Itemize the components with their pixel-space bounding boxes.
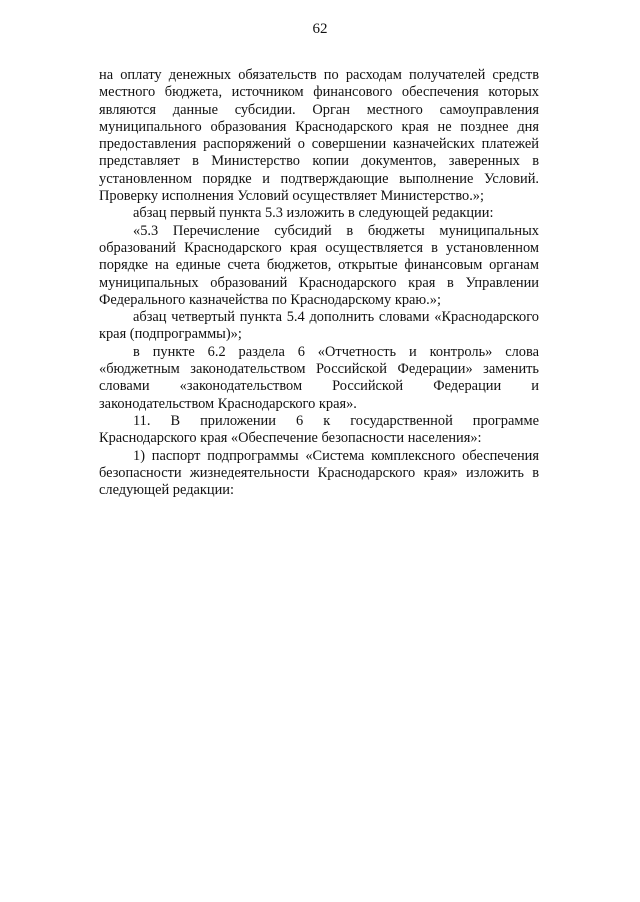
paragraph-clause-5-4: абзац четвертый пункта 5.4 дополнить словами «Краснодарского края (подпрограммы)»; (99, 309, 539, 343)
paragraph-clause-5-3-intro: абзац первый пункта 5.3 изложить в следующей редакции: (133, 205, 494, 222)
page-number: 62 (312, 21, 328, 37)
paragraph-item-11: 11. В приложении 6 к государственной программе Краснодарского края «Обеспечение безопасности населения»: (99, 412, 539, 447)
paragraph-continuation: на оплату денежных обязательств по расходам получателей средств местного бюджета, источником финансового обеспечения которых являются данные субсидии. Орган местного самоуправления муниципального образования Краснодарского края не позднее дня предоставления распоряжений о совершении казначейских платежей представляет в Министерство копии документов, заверенных в установленном порядке и подтверждающие выполнение Условий. Проверку исполнения Условий осуществляет Министерство.»; (99, 67, 539, 205)
document-body (99, 67, 539, 499)
paragraph-item-1: 1) паспорт подпрограммы «Система комплексного обеспечения безопасности жизнедеятельности Краснодарского края» изложить в следующей редакции: (99, 447, 539, 499)
paragraph-clause-6-2: в пункте 6.2 раздела 6 «Отчетность и контроль» слова «бюджетным законодательством Российской Федерации» заменить словами «законодательством Российской Федерации и законодательством Краснодарского края». (99, 343, 539, 412)
paragraph-clause-5-3-text: «5.3 Перечисление субсидий в бюджеты муниципальных образований Краснодарского края осуществляется в установленном порядке на единые счета бюджетов, открытые финансовым органам муниципальных образований Краснодарского края в Управлении Федерального казначейства по Краснодарскому краю.»; (99, 222, 539, 308)
